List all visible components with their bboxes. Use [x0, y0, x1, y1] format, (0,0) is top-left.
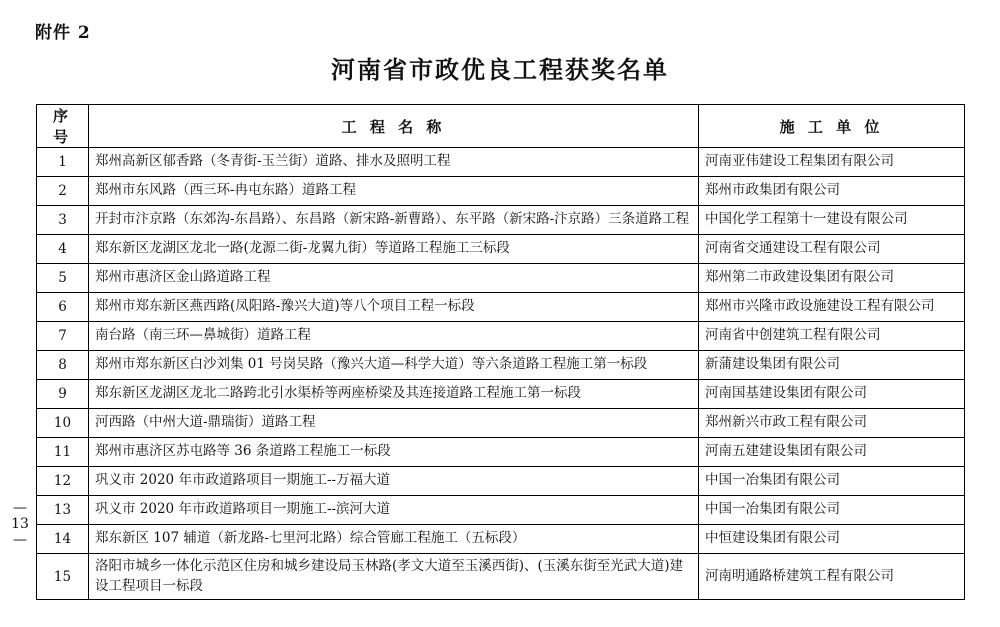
side-page-number [8, 500, 32, 548]
table-header-row [37, 105, 965, 148]
row-project-name: 郑东新区 107 辅道（新龙路-七里河北路）综合管廊工程施工（五标段） [89, 525, 699, 554]
table-row [37, 264, 965, 293]
column-header-project-name: 工 程 名 称 [89, 105, 699, 148]
table-row [37, 322, 965, 351]
row-construction-unit: 郑州市兴隆市政设施建设工程有限公司 [699, 293, 965, 322]
row-construction-unit: 河南五建建设集团有限公司 [699, 438, 965, 467]
row-construction-unit: 郑州市政集团有限公司 [699, 177, 965, 206]
row-project-name: 郑州高新区郁香路（冬青街-玉兰街）道路、排水及照明工程 [89, 148, 699, 177]
page-title: 河南省市政优良工程获奖名单 [331, 55, 669, 84]
row-construction-unit: 郑州第二市政建设集团有限公司 [699, 264, 965, 293]
row-construction-unit: 河南省中创建筑工程有限公司 [699, 322, 965, 351]
column-header-construction-unit: 施 工 单 位 [699, 105, 965, 148]
row-no: 9 [37, 380, 89, 409]
row-no: 11 [37, 438, 89, 467]
row-no: 6 [37, 293, 89, 322]
row-no: 7 [37, 322, 89, 351]
row-no: 5 [37, 264, 89, 293]
row-project-name: 巩义市 2020 年市政道路项目一期施工--万福大道 [89, 467, 699, 496]
row-construction-unit: 新蒲建设集团有限公司 [699, 351, 965, 380]
row-construction-unit: 中国一冶集团有限公司 [699, 467, 965, 496]
table-row [37, 235, 965, 264]
table-row [37, 409, 965, 438]
row-project-name: 郑东新区龙湖区龙北二路跨北引水渠桥等两座桥梁及其连接道路工程施工第一标段 [89, 380, 699, 409]
row-project-name: 开封市汴京路（东郊沟-东昌路）、东昌路（新宋路-新曹路）、东平路（新宋路-汴京路）三条道路工程 [89, 206, 699, 235]
table-row [37, 293, 965, 322]
row-no: 15 [37, 554, 89, 600]
row-no: 2 [37, 177, 89, 206]
row-project-name: 郑东新区龙湖区龙北一路(龙源二街-龙翼九街）等道路工程施工三标段 [89, 235, 699, 264]
row-project-name: 郑州市惠济区金山路道路工程 [89, 264, 699, 293]
row-project-name: 郑州市惠济区苏屯路等 36 条道路工程施工一标段 [89, 438, 699, 467]
award-list-table [36, 104, 965, 600]
row-no: 3 [37, 206, 89, 235]
column-header-no: 序 号 [37, 105, 89, 148]
row-project-name: 巩义市 2020 年市政道路项目一期施工--滨河大道 [89, 496, 699, 525]
side-page-number-text: — 13 — [11, 500, 29, 548]
row-construction-unit: 河南亚伟建设工程集团有限公司 [699, 148, 965, 177]
table-row [37, 177, 965, 206]
row-project-name: 河西路（中州大道-鼎瑞街）道路工程 [89, 409, 699, 438]
table-row [37, 148, 965, 177]
row-construction-unit: 郑州新兴市政工程有限公司 [699, 409, 965, 438]
row-no: 10 [37, 409, 89, 438]
row-project-name: 南台路（南三环—鼻城街）道路工程 [89, 322, 699, 351]
row-project-name: 洛阳市城乡一体化示范区住房和城乡建设局玉林路(孝文大道至玉溪西街)、(玉溪东街至光武大道)建设工程项目一标段 [89, 554, 699, 600]
table-row [37, 380, 965, 409]
table-row [37, 351, 965, 380]
table-row [37, 438, 965, 467]
table-row [37, 206, 965, 235]
row-no: 4 [37, 235, 89, 264]
row-no: 12 [37, 467, 89, 496]
row-no: 14 [37, 525, 89, 554]
table-row [37, 554, 965, 600]
row-construction-unit: 中国化学工程第十一建设有限公司 [699, 206, 965, 235]
row-no: 13 [37, 496, 89, 525]
table-row [37, 496, 965, 525]
row-no: 8 [37, 351, 89, 380]
row-project-name: 郑州市郑东新区白沙刘集 01 号岗吴路（豫兴大道—科学大道）等六条道路工程施工第一标段 [89, 351, 699, 380]
table-row [37, 525, 965, 554]
row-construction-unit: 中国一冶集团有限公司 [699, 496, 965, 525]
table-row [37, 467, 965, 496]
attachment-label: 附件 2 [35, 23, 91, 43]
row-no: 1 [37, 148, 89, 177]
row-construction-unit: 河南省交通建设工程有限公司 [699, 235, 965, 264]
row-project-name: 郑州市东风路（西三环-冉屯东路）道路工程 [89, 177, 699, 206]
row-construction-unit: 河南国基建设集团有限公司 [699, 380, 965, 409]
row-project-name: 郑州市郑东新区燕西路(凤阳路-豫兴大道)等八个项目工程一标段 [89, 293, 699, 322]
table-body [37, 148, 965, 600]
row-construction-unit: 中恒建设集团有限公司 [699, 525, 965, 554]
row-construction-unit: 河南明通路桥建筑工程有限公司 [699, 554, 965, 600]
